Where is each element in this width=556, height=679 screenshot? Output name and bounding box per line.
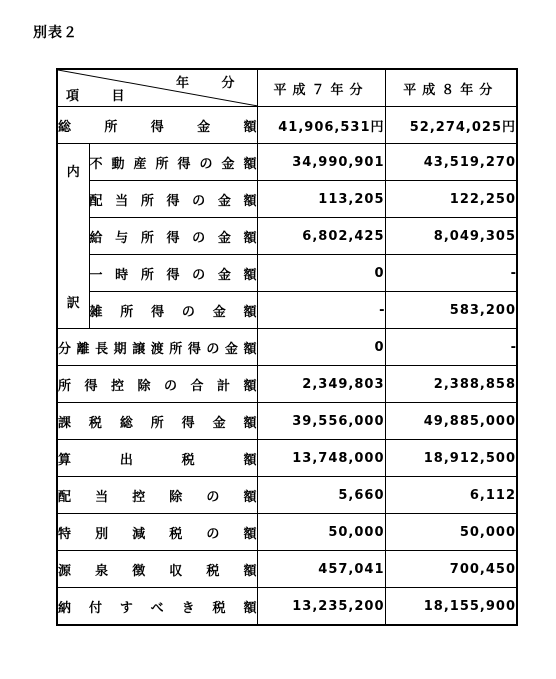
table-row	[57, 514, 517, 551]
item-header-label: 項 目	[66, 89, 139, 104]
value-h7: 0	[257, 329, 385, 366]
row-label: 分離長期譲渡所得の金額	[57, 329, 257, 366]
row-label: 特別減税の額	[57, 514, 257, 551]
value-h7: 34,990,901	[257, 144, 385, 181]
table-row	[57, 255, 517, 292]
table-row	[57, 218, 517, 255]
row-label: 配当控除の額	[57, 477, 257, 514]
value-h8: 8,049,305	[385, 218, 517, 255]
table-row	[57, 292, 517, 329]
value-h8: 122,250	[385, 181, 517, 218]
value-h8: 2,388,858	[385, 366, 517, 403]
value-h7: 113,205	[257, 181, 385, 218]
breakdown-char-2: 訳	[66, 296, 80, 311]
value-h8: 52,274,025円	[385, 107, 517, 144]
value-h8: 6,112	[385, 477, 517, 514]
value-h7: -	[257, 292, 385, 329]
value-h7: 0	[257, 255, 385, 292]
value-h7: 2,349,803	[257, 366, 385, 403]
column-header-h7: 平成７年分	[257, 69, 385, 107]
value-h8: 700,450	[385, 551, 517, 588]
row-label: 源泉徴収税額	[57, 551, 257, 588]
value-h8: 18,912,500	[385, 440, 517, 477]
table-row	[57, 144, 517, 181]
row-label: 総所得金額	[57, 107, 257, 144]
value-h7: 13,748,000	[257, 440, 385, 477]
table-row	[57, 588, 517, 626]
value-h8: 18,155,900	[385, 588, 517, 626]
row-label: 所得控除の合計額	[57, 366, 257, 403]
table-caption: 別表２	[33, 25, 78, 41]
breakdown-label-cell	[57, 144, 89, 329]
table-row	[57, 551, 517, 588]
value-h7: 39,556,000	[257, 403, 385, 440]
table-row	[57, 107, 517, 144]
table-row	[57, 403, 517, 440]
row-label: 納付すべき税額	[57, 588, 257, 626]
row-label: 一時所得の金額	[89, 255, 257, 292]
value-h8: -	[385, 329, 517, 366]
value-h7: 6,802,425	[257, 218, 385, 255]
year-header-label: 年 分	[175, 76, 249, 91]
value-h7: 41,906,531円	[257, 107, 385, 144]
value-h7: 457,041	[257, 551, 385, 588]
diagonal-header-cell	[57, 69, 257, 107]
row-label: 給与所得の金額	[89, 218, 257, 255]
value-h8: 583,200	[385, 292, 517, 329]
row-label: 配当所得の金額	[89, 181, 257, 218]
value-h8: 49,885,000	[385, 403, 517, 440]
table-row	[57, 329, 517, 366]
column-header-h8: 平成８年分	[385, 69, 517, 107]
value-h7: 5,660	[257, 477, 385, 514]
row-label: 算出税額	[57, 440, 257, 477]
row-label: 雑所得の金額	[89, 292, 257, 329]
breakdown-char-1: 内	[66, 165, 80, 180]
table-row	[57, 440, 517, 477]
row-label: 課税総所得金額	[57, 403, 257, 440]
table-row	[57, 477, 517, 514]
row-label: 不動産所得の金額	[89, 144, 257, 181]
table-header-row	[57, 69, 517, 107]
value-h7: 50,000	[257, 514, 385, 551]
value-h8: 43,519,270	[385, 144, 517, 181]
value-h7: 13,235,200	[257, 588, 385, 626]
value-h8: -	[385, 255, 517, 292]
value-h8: 50,000	[385, 514, 517, 551]
table-row	[57, 366, 517, 403]
table-row	[57, 181, 517, 218]
tax-table	[56, 68, 518, 626]
